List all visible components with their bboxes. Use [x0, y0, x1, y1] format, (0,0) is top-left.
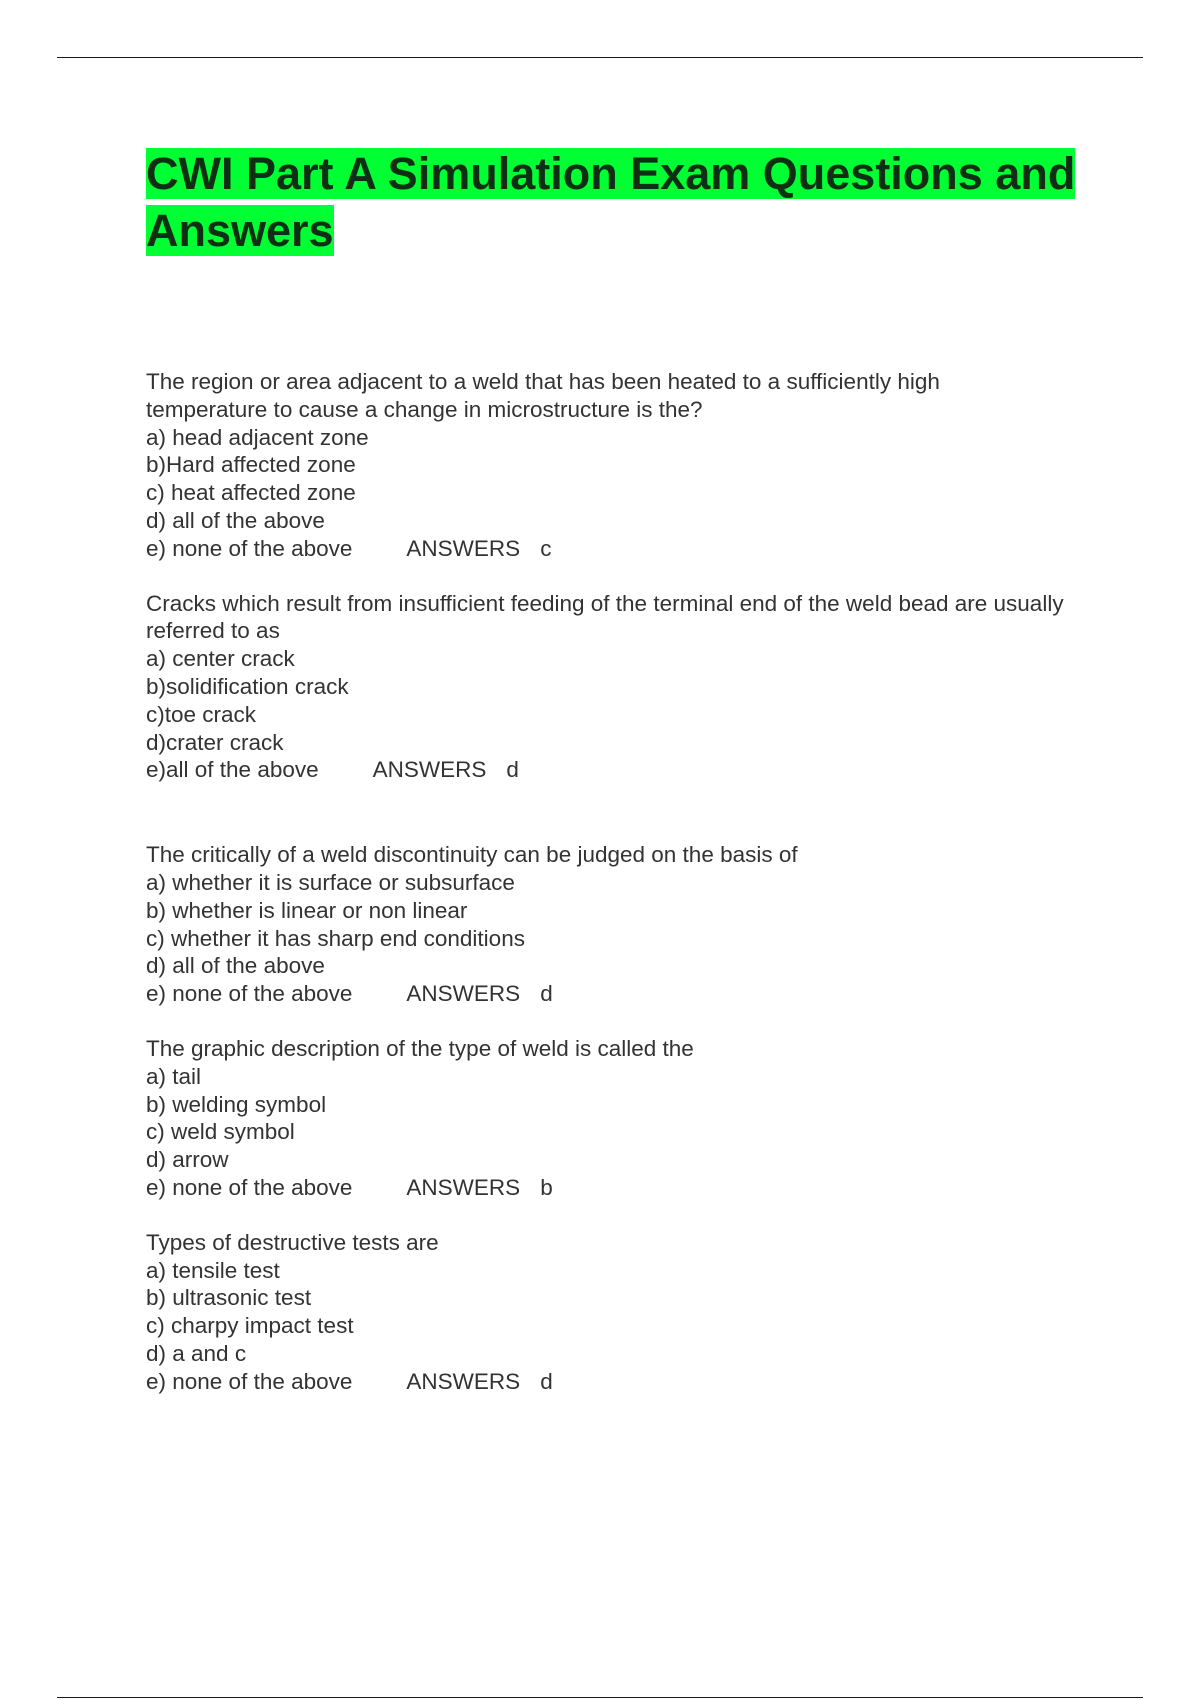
option-b: b)Hard affected zone: [146, 452, 356, 478]
bottom-rule: [57, 1697, 1143, 1698]
option-c: c) charpy impact test: [146, 1313, 354, 1339]
option-e-with-answer: [146, 980, 1066, 1008]
question-3: [146, 841, 1066, 1008]
option-a: a) tail: [146, 1063, 202, 1089]
option-d: d) a and c: [146, 1340, 247, 1366]
answer-label: ANSWERS: [372, 757, 487, 783]
option-e-with-answer: [146, 1174, 1066, 1202]
question-prompt: Types of destructive tests are: [146, 1229, 439, 1255]
option-a: a) whether it is surface or subsurface: [146, 869, 515, 895]
option-a: a) center crack: [146, 646, 295, 672]
answer-value: d: [540, 1368, 553, 1394]
answer-value: b: [540, 1174, 553, 1200]
answer-value: d: [506, 757, 519, 783]
title-highlight: CWI Part A Simulation Exam Questions and Answers: [146, 148, 1076, 256]
option-e-with-answer: [146, 756, 1066, 784]
option-e-with-answer: [146, 535, 1066, 563]
question-5: [146, 1229, 1066, 1396]
option-a: a) head adjacent zone: [146, 424, 369, 450]
answer-label: ANSWERS: [406, 1368, 521, 1394]
question-4: [146, 1035, 1066, 1202]
question-prompt: The critically of a weld discontinuity can be judged on the basis of: [146, 842, 798, 868]
option-c: c) whether it has sharp end conditions: [146, 925, 525, 951]
top-rule: [57, 57, 1143, 58]
option-d: d) all of the above: [146, 507, 325, 533]
option-e: e) none of the above: [146, 981, 353, 1007]
option-e: e)all of the above: [146, 757, 319, 783]
option-c: c) weld symbol: [146, 1119, 295, 1145]
option-d: d)crater crack: [146, 729, 284, 755]
option-b: b) welding symbol: [146, 1091, 327, 1117]
option-c: c)toe crack: [146, 701, 257, 727]
answer-value: c: [540, 535, 552, 561]
option-e: e) none of the above: [146, 1368, 353, 1394]
questions-list: [146, 368, 1070, 1396]
document-title: [146, 145, 1076, 259]
answer-label: ANSWERS: [406, 981, 521, 1007]
option-b: b) ultrasonic test: [146, 1285, 312, 1311]
option-e: e) none of the above: [146, 1174, 353, 1200]
question-1: [146, 368, 1066, 563]
option-e-with-answer: [146, 1368, 1066, 1396]
question-2: [146, 590, 1070, 785]
option-d: d) all of the above: [146, 953, 325, 979]
option-e: e) none of the above: [146, 535, 353, 561]
question-prompt: Cracks which result from insufficient feeding of the terminal end of the weld bead are usually referred to as: [146, 590, 1070, 644]
option-d: d) arrow: [146, 1147, 229, 1173]
option-c: c) heat affected zone: [146, 480, 356, 506]
option-b: b)solidification crack: [146, 673, 349, 699]
option-a: a) tensile test: [146, 1257, 280, 1283]
question-prompt: The region or area adjacent to a weld that has been heated to a sufficiently high temperature to cause a change in microstructure is the?: [146, 369, 947, 422]
question-prompt: The graphic description of the type of weld is called the: [146, 1035, 694, 1061]
answer-value: d: [540, 981, 553, 1007]
answer-label: ANSWERS: [406, 535, 521, 561]
option-b: b) whether is linear or non linear: [146, 897, 468, 923]
answer-label: ANSWERS: [406, 1174, 521, 1200]
